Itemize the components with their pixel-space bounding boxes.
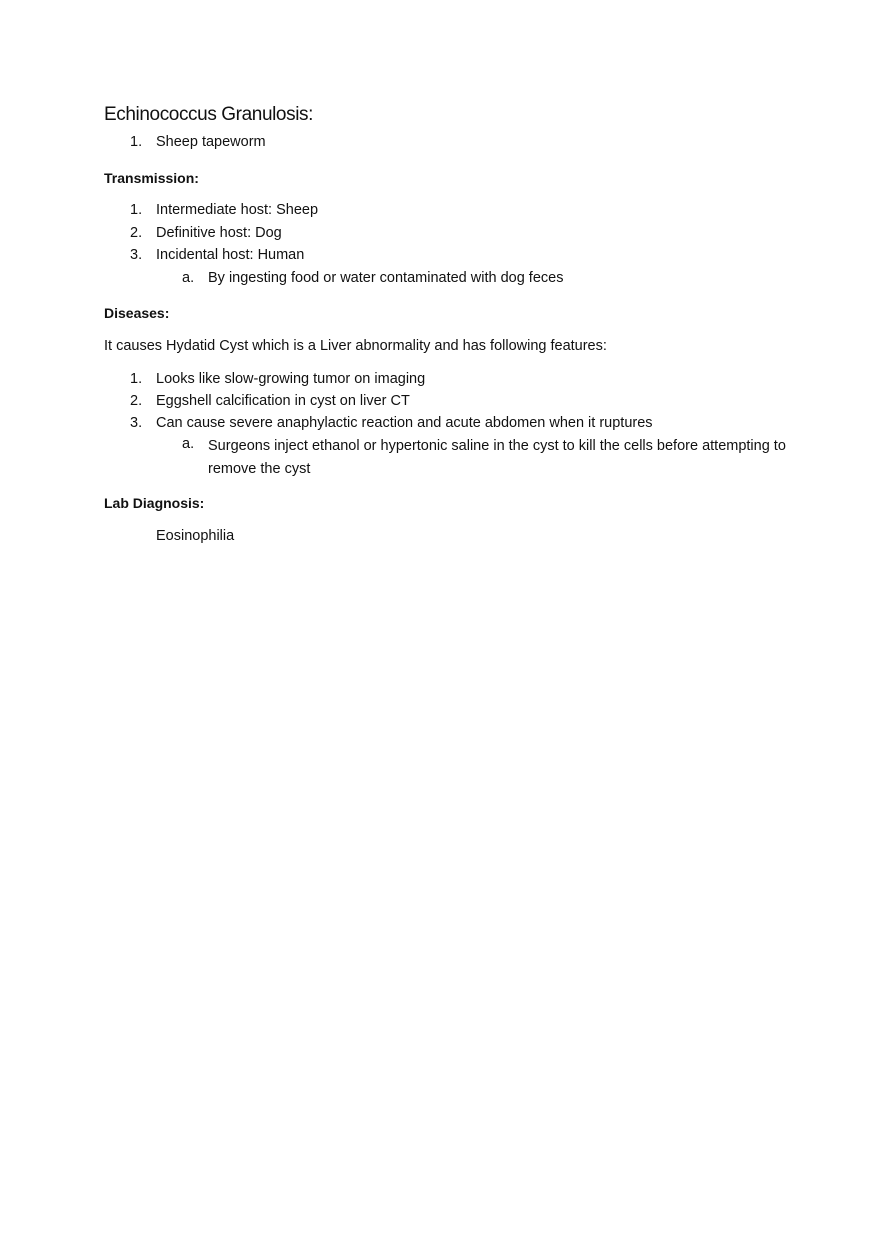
lab-diagnosis-text: Eosinophilia <box>156 528 235 544</box>
list-item-text: Sheep tapeworm <box>156 134 266 150</box>
list-marker: 1. <box>130 371 143 387</box>
list-item-text: Looks like slow-growing tumor on imaging <box>156 371 426 387</box>
transmission-heading: Transmission: <box>104 170 199 186</box>
list-marker: 1. <box>130 134 143 150</box>
list-item-text: Surgeons inject ethanol or hypertonic saline in the cyst to kill the cells before attempting to remove the cyst <box>208 438 786 477</box>
page-title: Echinococcus Granulosis: <box>104 104 314 125</box>
list-item-text: Incidental host: Human <box>156 247 305 263</box>
list-item-text: Can cause severe anaphylactic reaction and acute abdomen when it ruptures <box>156 415 653 431</box>
list-item-text: Intermediate host: Sheep <box>156 202 319 218</box>
list-item-text: By ingesting food or water contaminated with dog feces <box>208 270 564 286</box>
diseases-heading: Diseases: <box>104 305 170 321</box>
lab-diagnosis-heading: Lab Diagnosis: <box>104 495 205 511</box>
list-marker: 2. <box>130 225 143 241</box>
list-item-text: Eggshell calcification in cyst on liver CT <box>156 393 410 409</box>
list-marker: a. <box>182 270 195 286</box>
list-marker: 2. <box>130 393 143 409</box>
list-marker: 3. <box>130 415 143 431</box>
list-marker: 3. <box>130 247 143 263</box>
list-marker: a. <box>182 436 195 452</box>
diseases-paragraph: It causes Hydatid Cyst which is a Liver abnormality and has following features: <box>104 338 607 354</box>
list-item-text: Definitive host: Dog <box>156 225 282 241</box>
list-marker: 1. <box>130 202 143 218</box>
